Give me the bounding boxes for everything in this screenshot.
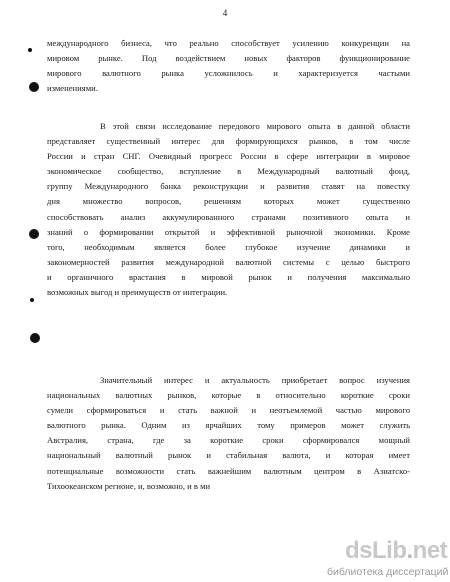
text-line: Австралия, страна, где за короткие сроки сформировался мощный (47, 435, 410, 446)
watermark-logo-tld: net (412, 537, 448, 564)
text-line: национальный валютный рынок и стабильная валюта, и которая имеет (47, 450, 410, 461)
watermark-logo (345, 537, 447, 565)
margin-mark (30, 333, 40, 343)
text-line: изменениями. (47, 83, 98, 94)
watermark-logo-main: dsLib (345, 537, 407, 564)
text-line: способствовать анализ аккумулированного странами позитивного опыта и (47, 211, 410, 222)
text-line: того, необходимым является более глубокое изучение динамики и (47, 241, 410, 252)
text-line: мирового валютного рынка усложнилось и характеризуется частыми (47, 68, 410, 79)
watermark (327, 537, 447, 581)
text-line: потенциальные возможности стать важнейшим валютным центром в Азиатско- (47, 465, 410, 476)
text-line: международного бизнеса, что реально способствует усилению конкуренции на (47, 38, 410, 48)
watermark-subtitle: библиотека диссертаций (327, 566, 449, 578)
page-number: 4 (222, 8, 228, 18)
watermark-logo-dot: . (406, 537, 413, 564)
text-line: валютного рынка. Одним из ярчайших тому примеров может служить (47, 420, 410, 431)
text-line: экономическое сообщество, вступление в Международный валютный фонд, (47, 166, 410, 177)
text-line: закономерностей развития международной валютной системы с целью быстрого (47, 256, 410, 267)
text-line: знаний о формировании открытой и эффективной рыночной экономики. Кроме (47, 226, 410, 237)
text-line: возможных выгод и преимуществ от интеграции. (47, 287, 228, 298)
text-line: Значительный интерес и актуальность приобретает вопрос изучения (100, 375, 410, 385)
text-line: и органичного врастания в мировой рынок и получения максимально (47, 271, 410, 282)
text-line: мировом рынке. Под воздействием новых факторов функционирование (47, 53, 410, 64)
margin-mark (29, 82, 39, 92)
margin-mark (29, 229, 39, 239)
text-line: представляет существенный интерес для формирующихся рынков, в том числе (47, 136, 410, 147)
text-line: группу Международного банка реконструкции и развития ставят на повестку (47, 181, 410, 192)
margin-mark (28, 48, 32, 52)
text-line: национальных валютных рынков, которые в относительно короткие сроки (47, 390, 410, 401)
text-line: сумели сформироваться и стать важной и неотъемлемой частью мирового (47, 405, 410, 416)
margin-mark (30, 298, 34, 302)
text-line: России и стран СНГ. Очевидный прогресс России в сфере интеграции в мировое (47, 151, 410, 162)
text-line: дня множество вопросов, решениям которых может существенно (47, 196, 410, 207)
text-line: Тихоокеанском регионе, и, возможно, и в ми (47, 480, 211, 491)
paragraph (47, 119, 410, 300)
paragraph (47, 36, 410, 96)
paragraph (47, 373, 410, 494)
text-line: В этой связи исследование передового мирового опыта в данной области (100, 121, 410, 131)
